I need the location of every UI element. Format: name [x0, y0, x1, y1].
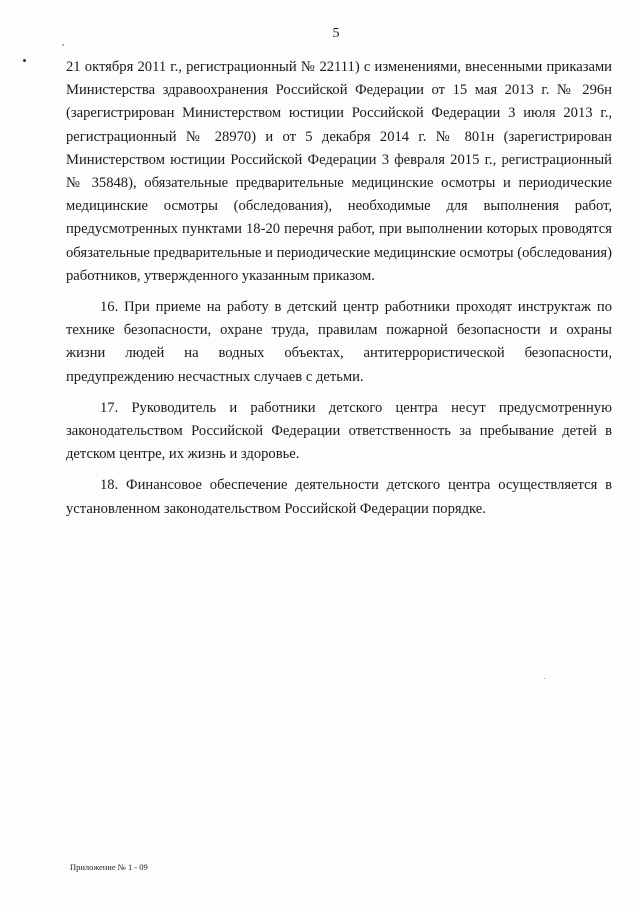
paragraph-18: 18. Финансовое обеспечение деятельности детского центра осуществляется в установленном законодательством Российской Федерации порядке. [66, 477, 612, 517]
scan-speck [23, 59, 26, 62]
scan-speck [544, 678, 545, 679]
paragraph-16: 16. При приеме на работу в детский центр работники проходят инструктаж по технике безопасности, охране труда, правилам пожарной безопасности и охраны жизни людей на водных объектах, антитеррористической безопасности, предупреждению несчастных случаев с детьми. [66, 299, 612, 385]
page-number: 5 [332, 26, 340, 41]
scan-speck [62, 44, 64, 46]
paragraph-17: 17. Руководитель и работники детского центра несут предусмотренную законодательством Российской Федерации ответственность за пребывание детей в детском центре, их жизнь и здоровье. [66, 399, 612, 463]
paragraph-continuation: 21 октября 2011 г., регистрационный № 22111) с изменениями, внесенными приказами Министерства здравоохранения Российской Федерации от 15 мая 2013 г. № 296н (зарегистрирован Министерством юстиции Российской Федерации 3 июля 2013 г., регистрационный № 28970) и от 5 декабря 2014 г. № 801н (зарегистрирован Министерством юстиции Российской Федерации 3 февраля 2015 г., регистрационный № 35848), обязательные предварительные медицинские осмотры и периодические медицинские осмотры (обследования), необходимые для выполнения работ, предусмотренных пунктами 18-20 перечня работ, при выполнении которых проводятся обязательные предварительные и периодические медицинские осмотры (обследования) работников, утвержденного указанным приказом. [66, 59, 612, 284]
document-body [66, 56, 612, 529]
footer-note: Приложение № 1 - 09 [70, 862, 148, 872]
